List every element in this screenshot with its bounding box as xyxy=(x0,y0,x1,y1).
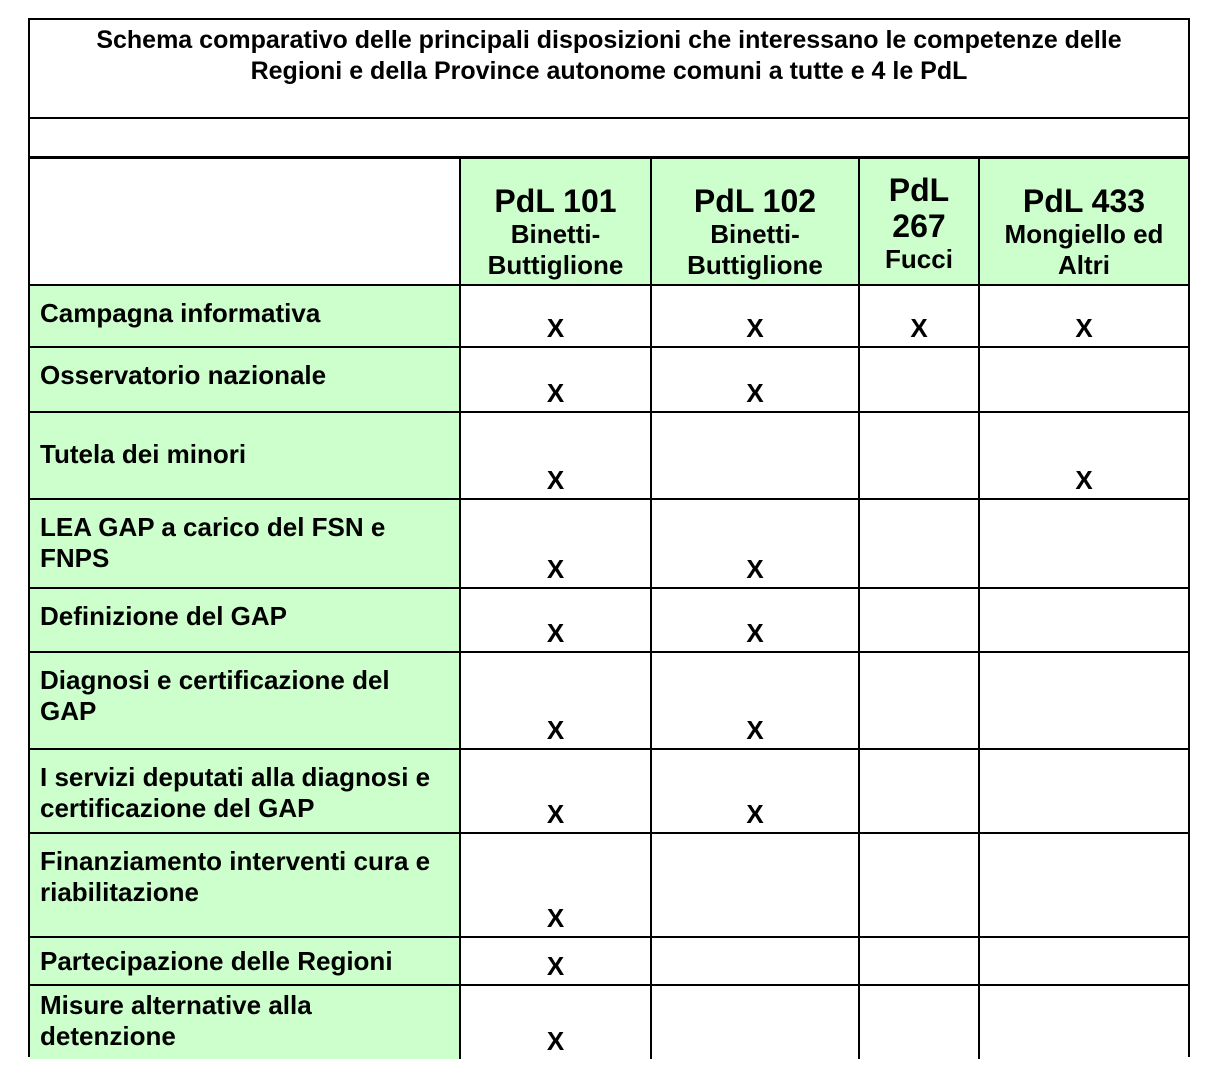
table-row xyxy=(30,937,1188,985)
mark-cell: X xyxy=(651,652,859,749)
column-number: PdL 101 xyxy=(494,183,617,219)
mark-cell: X xyxy=(651,749,859,833)
row-label: Campagna informativa xyxy=(30,285,460,347)
mark-cell xyxy=(859,985,979,1059)
row-label: Finanziamento interventi cura e riabilitazione xyxy=(30,833,460,937)
table-row xyxy=(30,833,1188,937)
mark-cell xyxy=(859,588,979,652)
column-header-pdl-433 xyxy=(979,159,1188,285)
mark-cell: X xyxy=(460,588,651,652)
table-row xyxy=(30,985,1188,1059)
row-label: I servizi deputati alla diagnosi e certificazione del GAP xyxy=(30,749,460,833)
mark-cell: X xyxy=(460,499,651,588)
document-title xyxy=(30,20,1188,119)
mark-cell xyxy=(979,937,1188,985)
mark-cell: X xyxy=(651,347,859,412)
mark-cell xyxy=(979,499,1188,588)
comparison-document xyxy=(28,18,1190,1057)
mark-cell xyxy=(979,347,1188,412)
row-label: Osservatorio nazionale xyxy=(30,347,460,412)
column-number: PdL 267 xyxy=(888,172,950,244)
mark-cell: X xyxy=(979,412,1188,499)
column-number: PdL 433 xyxy=(1022,183,1146,219)
mark-cell xyxy=(979,588,1188,652)
mark-cell xyxy=(979,833,1188,937)
mark-cell: X xyxy=(460,985,651,1059)
empty-row xyxy=(30,119,1188,159)
column-author: Binetti-Buttiglione xyxy=(487,219,624,280)
mark-cell xyxy=(979,749,1188,833)
mark-cell xyxy=(979,985,1188,1059)
mark-cell: X xyxy=(460,285,651,347)
column-header-pdl-102 xyxy=(651,159,859,285)
row-label: LEA GAP a carico del FSN e FNPS xyxy=(30,499,460,588)
mark-cell xyxy=(651,412,859,499)
mark-cell xyxy=(979,652,1188,749)
mark-cell xyxy=(859,749,979,833)
table-row xyxy=(30,588,1188,652)
mark-cell: X xyxy=(460,749,651,833)
mark-cell: X xyxy=(460,833,651,937)
table-row xyxy=(30,285,1188,347)
column-header-pdl-267 xyxy=(859,159,979,285)
mark-cell: X xyxy=(460,347,651,412)
column-author: Mongiello ed Altri xyxy=(1004,219,1164,280)
mark-cell xyxy=(859,652,979,749)
title-line-1: Schema comparativo delle principali disposizioni che interessano le competenze delle xyxy=(96,26,1122,54)
mark-cell: X xyxy=(460,652,651,749)
row-label: Tutela dei minori xyxy=(30,412,460,499)
table-row xyxy=(30,652,1188,749)
column-author: Binetti-Buttiglione xyxy=(687,219,823,280)
mark-cell xyxy=(651,985,859,1059)
table-row xyxy=(30,347,1188,412)
row-label: Definizione del GAP xyxy=(30,588,460,652)
mark-cell xyxy=(859,412,979,499)
table-row xyxy=(30,412,1188,499)
mark-cell: X xyxy=(651,285,859,347)
comparison-table xyxy=(30,159,1188,1059)
table-row xyxy=(30,749,1188,833)
mark-cell: X xyxy=(859,285,979,347)
mark-cell xyxy=(859,499,979,588)
mark-cell xyxy=(859,833,979,937)
header-row xyxy=(30,159,1188,285)
title-line-2: Regioni e della Province autonome comuni a tutte e 4 le PdL xyxy=(250,57,968,85)
mark-cell xyxy=(651,937,859,985)
mark-cell: X xyxy=(979,285,1188,347)
mark-cell: X xyxy=(651,499,859,588)
row-label: Partecipazione delle Regioni xyxy=(30,937,460,985)
mark-cell xyxy=(859,347,979,412)
mark-cell xyxy=(859,937,979,985)
mark-cell xyxy=(651,833,859,937)
row-label: Misure alternative alla detenzione xyxy=(30,985,460,1059)
table-row xyxy=(30,499,1188,588)
column-number: PdL 102 xyxy=(693,183,817,219)
column-author: Fucci xyxy=(885,244,953,274)
mark-cell: X xyxy=(460,937,651,985)
mark-cell: X xyxy=(651,588,859,652)
row-label: Diagnosi e certificazione del GAP xyxy=(30,652,460,749)
mark-cell: X xyxy=(460,412,651,499)
header-corner xyxy=(30,159,460,285)
column-header-pdl-101 xyxy=(460,159,651,285)
